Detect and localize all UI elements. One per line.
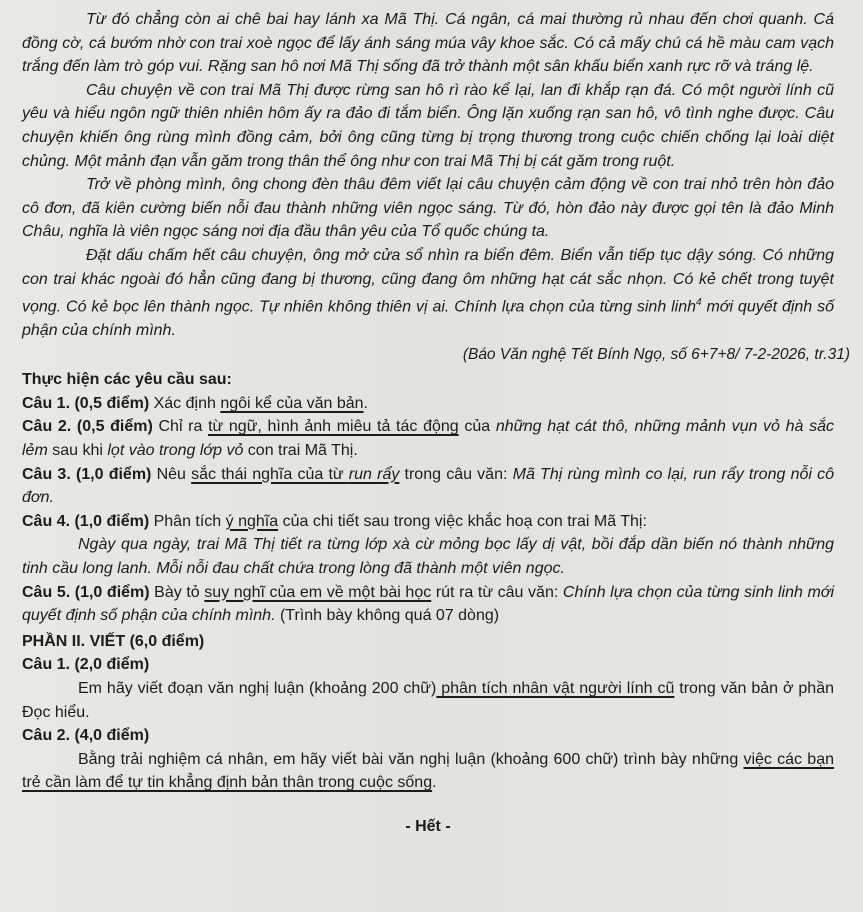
q3-underlined [191, 466, 399, 483]
passage-paragraph-3: Trở về phòng mình, ông chong đèn thâu đêm viết lại câu chuyện cảm động về con trai nhỏ trên hòn đảo cô đơn, đã kiên cường biến nỗi đau thành những viên ngọc sáng. Từ đó, hòn đảo này được gọi tên là đảo Minh Châu, nghĩa là viên ngọc sáng nơi địa đầu thân yêu của Tổ quốc chúng ta. [22, 176, 834, 241]
q3-text: Nêu [151, 465, 192, 483]
q1-underlined: ngôi kể của văn bản [220, 394, 364, 412]
instructions-heading: Thực hiện các yêu cầu sau: [22, 371, 232, 389]
question-1 [22, 392, 834, 416]
end-marker: - Hết - [405, 817, 451, 835]
q1-text: Xác định [149, 394, 221, 412]
q3-label: Câu 3. (1,0 điểm) [22, 465, 152, 483]
q5-underlined: suy nghĩ của em về một bài học [204, 583, 432, 601]
q5-mid: rút ra từ câu văn: [431, 583, 563, 601]
passage-paragraph-2: Câu chuyện về con trai Mã Thị được rừng san hô rì rào kể lại, lan đi khắp rạn đá. Có một người lính cũ yêu và hiểu ngôn ngữ thiên nhiên hôm ấy ra đảo đi tắm biển. Ông lặn xuống rạn san hô, vô tình nghe được. Câu chuyện khiến ông rùng mình đồng cảm, bởi ông cũng từng bị trọng thương trong cuộc chiến chống lại loài diệt chủng. Một mảnh đạn vẫn găm trong thân thể ông như con trai Mã Thị bị cát găm trong ruột. [22, 81, 834, 170]
q2-italic-1: những hạt cát thô, những mảnh vụn vỏ hà sắc lẻm [22, 418, 834, 460]
passage-p4-end: mới quyết định số phận của chính mình. [22, 298, 834, 340]
part2-heading: PHẦN II. VIẾT (6,0 điểm) [22, 632, 205, 650]
question-2 [22, 415, 834, 462]
page-content [22, 8, 850, 839]
q5-end: (Trình bày không quá 07 dòng) [275, 607, 500, 625]
footnote-marker: 4 [696, 297, 702, 309]
question-4 [22, 510, 834, 534]
passage-p4-text: Đặt dấu chấm hết câu chuyện, ông mở cửa sổ nhìn ra biển đêm. Biển vẫn tiếp tục dậy sóng. Có những con trai khác ngoài đó hẳn cũng đang bị thương, cũng đang ôm những hạt cát sắc nhọn. Có kẻ chết trong tuyệt vọng. Có kẻ bọc lên thành ngọc. Tự nhiên không thiên vị ai. Chính lựa chọn của từng sinh linh [22, 246, 834, 316]
q4-label: Câu 4. (1,0 điểm) [22, 512, 150, 530]
wq2-end: . [432, 774, 437, 792]
q3-underlined-italic: run rẩy [348, 465, 400, 483]
passage-paragraph-1: Từ đó chẳng còn ai chê bai hay lánh xa Mã Thị. Cá ngân, cá mai thường rủ nhau đến chơi quanh. Cá đồng cờ, cá bướm nhờ con trai xoè ngọc để lấy ánh sáng múa vây khoe sắc. Có cả mấy chú cá hề màu cam vạch trắng đến làm trò góp vui. Rặng san hô nơi Mã Thị sống đã trở thành một sân khấu biển xanh rực rỡ và tráng lệ. [22, 11, 834, 76]
q2-italic-2: lọt vào trong lớp vỏ [107, 442, 244, 460]
q2-text: Chỉ ra [152, 418, 209, 436]
q1-label: Câu 1. (0,5 điểm) [22, 394, 150, 412]
writing-q1-text [22, 677, 834, 724]
wq2-text: Bằng trải nghiệm cá nhân, em hãy viết bài văn nghị luận (khoảng 600 chữ) trình bày những [78, 750, 744, 768]
q4-quote: Ngày qua ngày, trai Mã Thị tiết ra từng lớp xà cừ mỏng bọc lấy dị vật, bồi đắp dần biến nó thành những tinh cầu long lanh. Mỗi nỗi đau chất chứa trong lòng đã thành một viên ngọc. [22, 536, 834, 577]
wq1-end: trong văn bản ở phần Đọc hiểu. [22, 679, 834, 721]
question-3 [22, 463, 834, 510]
writing-q1-label: Câu 1. (2,0 điểm) [22, 656, 150, 674]
q5-label: Câu 5. (1,0 điểm) [22, 583, 150, 601]
q2-underlined: từ ngữ, hình ảnh miêu tả tác động [208, 418, 459, 436]
q4-text: Phân tích [149, 512, 226, 530]
wq1-text: Em hãy viết đoạn văn nghị luận (khoảng 200 chữ) [78, 679, 437, 697]
wq2-underlined: việc các bạn trẻ cần làm để tự tin khẳng định bản thân trong cuộc sống [22, 750, 834, 792]
q4-end: của chi tiết sau trong việc khắc hoạ con trai Mã Thị: [278, 512, 647, 530]
passage-paragraph-4 [22, 244, 834, 343]
source-citation: (Báo Văn nghệ Tết Bính Ngọ, số 6+7+8/ 7-2-2026, tr.31) [462, 345, 850, 363]
q2-mid2: sau khi [47, 442, 108, 460]
q3-mid: trong câu văn: [399, 465, 513, 483]
writing-q2-text [22, 748, 834, 795]
q3-quote: Mã Thị rùng mình co lại, run rẩy trong nỗi cô đơn. [22, 465, 835, 507]
q2-mid: của [458, 418, 496, 436]
q4-underlined: ý nghĩa [225, 512, 279, 530]
q5-text: Bày tỏ [149, 583, 205, 601]
wq1-underlined: phân tích nhân vật người lính cũ [436, 679, 675, 697]
q2-label: Câu 2. (0,5 điểm) [22, 418, 153, 436]
q3-underlined-text: sắc thái nghĩa của từ [191, 465, 349, 483]
q2-end: con trai Mã Thị. [243, 442, 358, 460]
question-5 [22, 581, 834, 628]
writing-q2-label: Câu 2. (4,0 điểm) [22, 727, 150, 745]
q1-end: . [363, 394, 368, 412]
q5-quote: Chính lựa chọn của từng sinh linh mới quyết định số phận của chính mình. [22, 583, 835, 625]
